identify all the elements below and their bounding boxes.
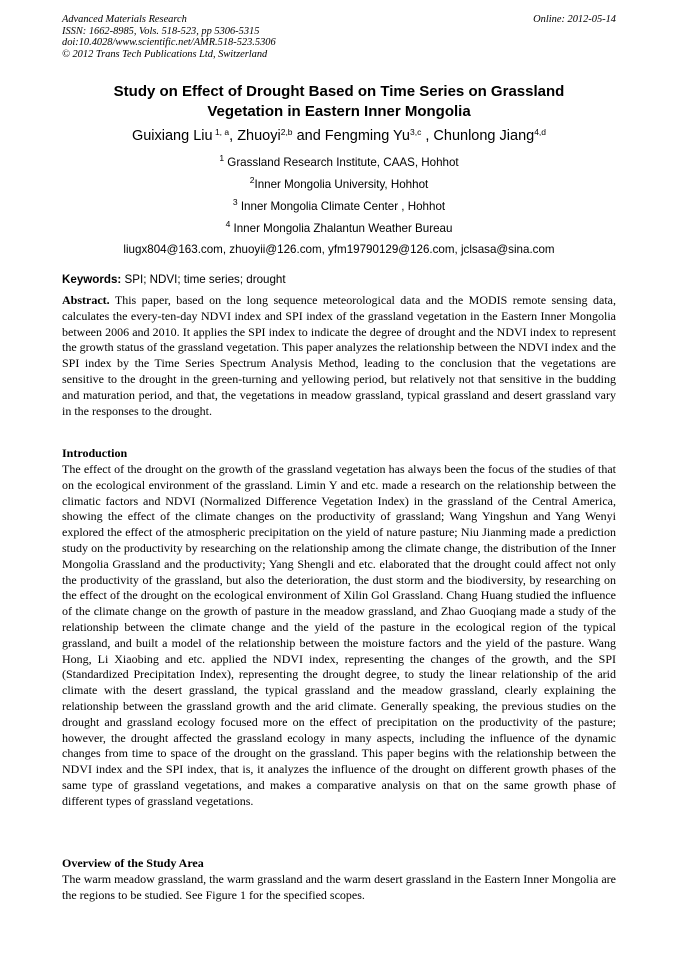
author-name: Zhuoyi	[237, 128, 281, 144]
affiliation-text: Grassland Research Institute, CAAS, Hohhot	[224, 156, 459, 169]
journal-name: Advanced Materials Research	[62, 14, 187, 25]
copyright-line: © 2012 Trans Tech Publications Ltd, Switzerland	[62, 48, 268, 60]
issn-line: ISSN: 1662-8985, Vols. 518-523, pp 5306-5315	[62, 25, 260, 37]
affiliation-text: Inner Mongolia Zhalantun Weather Bureau	[230, 222, 453, 235]
author-superscript: 2,b	[280, 127, 293, 137]
affiliation-text: Inner Mongolia University, Hohhot	[254, 178, 429, 191]
affiliation-text: Inner Mongolia Climate Center , Hohhot	[237, 200, 446, 213]
author-superscript: 3,c	[409, 127, 422, 137]
author-separator: ,	[421, 128, 434, 144]
overview-heading: Overview of the Study Area	[62, 856, 204, 870]
doi-line: doi:10.4028/www.scientific.net/AMR.518-523.5306	[62, 37, 276, 49]
abstract-text: This paper, based on the long sequence meteorological data and the MODIS remote sensing data, calculates the every-ten-day NDVI index and SPI index of the grassland vegetation in the Eastern Inner Mongolia between 2006 and 2010. It applies the SPI index to indicate the degree of drought and the NDVI index to represent the growth status of the grassland vegetation. This paper analyzes the relationship between the NDVI index and the SPI index by the Time Series Spectrum Analysis Method, leading to the conclusion that the vegetations are sensitive to the drought in the green-turning and yellowing period, but relatively not that sensitive in the budding and maturation period, and that, the vegetations in meadow grassland, typical grassland and desert grassland vary in the responses to the drought.	[62, 293, 616, 418]
online-date: Online: 2012-05-14	[533, 14, 616, 25]
keywords-label: Keywords:	[62, 273, 122, 286]
keywords	[62, 273, 616, 287]
author-separator: and	[292, 128, 325, 144]
abstract-label: Abstract.	[62, 293, 110, 307]
abstract	[62, 293, 616, 419]
author-emails: liugx804@163.com, zhuoyii@126.com, yfm19790129@126.com, jclsasa@sina.com	[123, 243, 555, 256]
author-separator: ,	[229, 128, 238, 144]
introduction-text: The effect of the drought on the growth of the grassland vegetation has always been the focus of the studies of that on the ecological environment of the grassland. Limin Y and etc. made a research on the relationship between the climatic factors and NDVI (Normalized Difference Vegetation Index) in the grassland of the Central America, showing the effect of the climate changes on the productivity of grassland; Wang Yingshun and Yang Wenyi explored the effect of the atmospheric precipitation on the yield of nature pasture; Niu Jianming made a prediction study on the productivity by researching on the relationship among the climate change, the distribution of the Inner Mongolia Grassland and the productivity; Yang Shengli and etc. elaborated that the drought could affect not only the productivity of the grassland, but also the deterioration, the dust storm and the biodiversity, by researching on the effect of the drought on the ecological environment of Xilin Gol Grassland. Chang Huang studied the influence of the climate change on the growth of pasture in the meadow grassland, and Zhao Guoqiang made a study of the relationship between the climate change and the yield of the pasture in the ecological region of the typical grassland, and built a model of the relationship between the moisture factors and the yield of the pasture. Wang Hong, Li Xiaobing and etc. applied the NDVI index, representing the changes of the growth, and the SPI (Standardized Precipitation Index), representing the drought degree, to study the linear relationship of the arid climate with the desert grassland, the typical grassland and the meadow grassland, clearly explaining the relationship between the grassland growth and the arid climate. Generally speaking, the previous studies on the drought and grassland ecology focused more on the effect of precipitation on the productivity of the pasture; however, the drought affected the grassland ecology in many aspects, including the influence of the dynamic changes from time to space of the drought on the grassland. This paper begins with the relationship between the NDVI index and the SPI index, that is, it analyzes the influence of the drought on different growth phases of the same type of grassland vegetations, and makes a comparative analysis on that on the same growth phase of different types of grassland vegetations.	[62, 462, 616, 808]
paper-title	[62, 82, 616, 122]
overview-text: The warm meadow grassland, the warm grassland and the warm desert grassland in the Eastern Inner Mongolia are the regions to be studied. See Figure 1 for the specified scopes.	[62, 872, 616, 902]
affiliation-2	[62, 175, 616, 192]
author-superscript: 4,d	[534, 127, 547, 137]
affiliation-number: 1	[219, 153, 225, 163]
affiliation-number: 4	[225, 219, 231, 229]
author-list	[62, 126, 616, 146]
keywords-text: SPI; NDVI; time series; drought	[121, 273, 286, 286]
author-name: Fengming Yu	[324, 128, 410, 144]
journal-header	[62, 14, 616, 60]
affiliation-number: 3	[232, 197, 238, 207]
title-line-2: Vegetation in Eastern Inner Mongolia	[207, 103, 471, 120]
author-superscript: 1, a	[214, 127, 230, 137]
introduction-heading: Introduction	[62, 446, 128, 460]
affiliation-1	[62, 153, 616, 170]
author-name: Chunlong Jiang	[433, 128, 535, 144]
affiliation-4	[62, 219, 616, 236]
affiliation-3	[62, 197, 616, 214]
author-name: Guixiang Liu	[131, 128, 213, 144]
title-line-1: Study on Effect of Drought Based on Time Series on Grassland	[113, 83, 565, 100]
affiliation-number: 2	[249, 175, 255, 185]
